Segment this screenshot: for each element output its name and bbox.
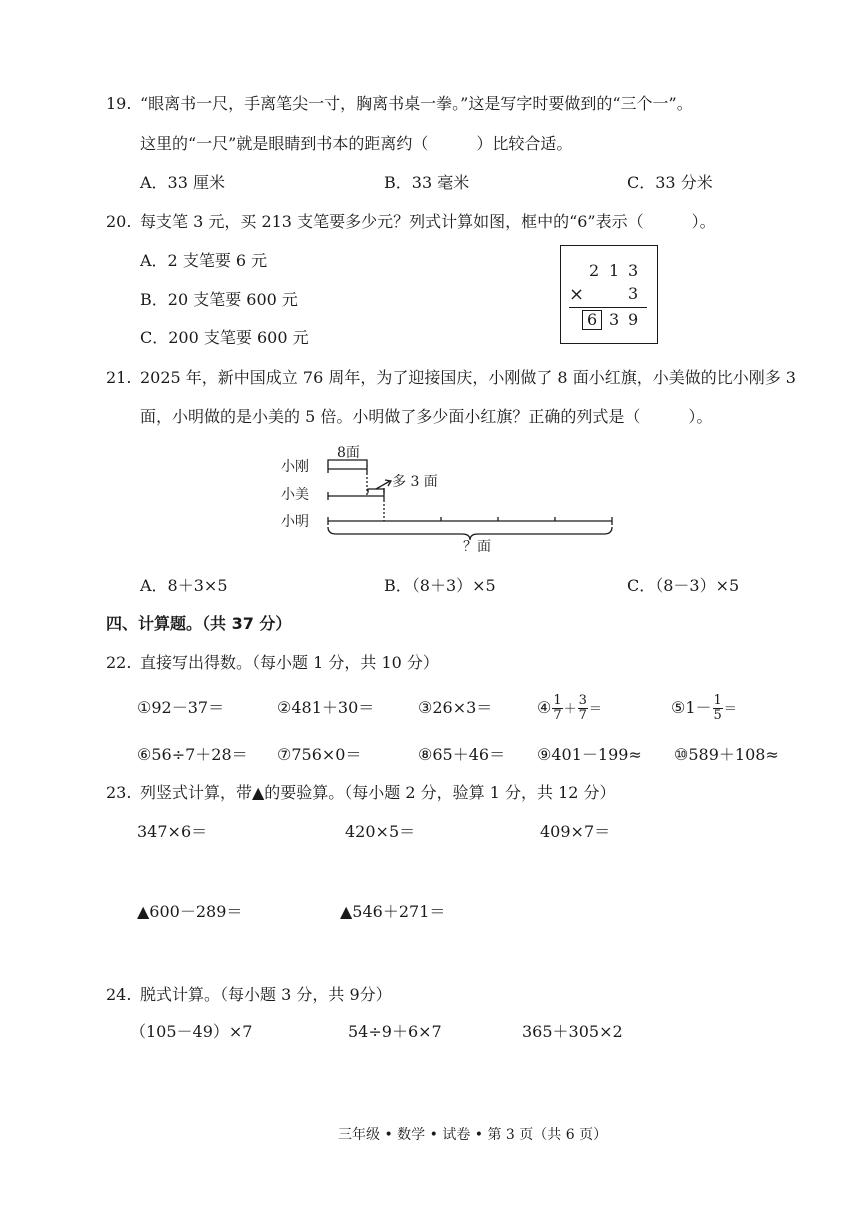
q24-expr-2: 54÷9＋6×7 xyxy=(348,1022,442,1041)
q23-expr-4: ▲600－289＝ xyxy=(137,902,243,921)
q19-option-b: B．33 毫米 xyxy=(384,173,470,192)
q22-item-8: ⑧65＋46＝ xyxy=(418,745,506,764)
brace-top xyxy=(328,460,367,466)
q20-option-a: A．2 支笔要 6 元 xyxy=(140,251,268,270)
q21-number: 21. xyxy=(106,368,132,387)
fraction xyxy=(713,694,723,722)
q22-item-4-prefix: ④ xyxy=(537,698,552,717)
q22-item-5-prefix: ⑤1－ xyxy=(671,698,712,717)
equals-sign: ＝ xyxy=(723,702,737,717)
q22-item-6: ⑥56÷7＋28＝ xyxy=(137,745,248,764)
q22-item-7: ⑦756×0＝ xyxy=(277,745,362,764)
q20-number: 20. xyxy=(106,212,132,231)
q24-number: 24. xyxy=(106,985,132,1004)
label-xiaoming: 小明 xyxy=(281,514,309,530)
calc-digit-highlighted: 6 xyxy=(587,310,598,329)
q19-number: 19. xyxy=(106,94,132,113)
q22-item-10: ⑩589＋108≈ xyxy=(674,745,779,764)
q23-text: 列竖式计算，带▲的要验算。（每小题 2 分，验算 1 分，共 12 分） xyxy=(140,783,616,802)
diagram-lines xyxy=(0,0,868,600)
calc-digit: 3 xyxy=(628,261,639,280)
plus-sign: ＋ xyxy=(563,702,577,717)
q19-option-c: C．33 分米 xyxy=(627,173,713,192)
fraction-denominator: 7 xyxy=(578,708,587,723)
q24-text: 脱式计算。（每小题 3 分，共 9分） xyxy=(140,985,392,1004)
label-question-flags: ？面 xyxy=(463,539,491,555)
fraction-numerator: 3 xyxy=(578,693,587,709)
calc-digit: 9 xyxy=(628,310,639,329)
q19-line1: “眼离书一尺，手离笔尖一寸，胸离书桌一拳。”这是写字时要做到的“三个一”。 xyxy=(140,94,693,113)
q22-text: 直接写出得数。（每小题 1 分，共 10 分） xyxy=(140,653,439,672)
q21-line2: 面，小明做的是小美的 5 倍。小明做了多少面小红旗？正确的列式是（ ）。 xyxy=(140,407,713,426)
q24-expr-3: 365＋305×2 xyxy=(522,1022,623,1041)
q19-option-a: A．33 厘米 xyxy=(140,173,226,192)
label-xiaogang: 小刚 xyxy=(281,459,309,475)
q22-item-9: ⑨401－199≈ xyxy=(537,745,642,764)
q23-expr-2: 420×5＝ xyxy=(345,822,416,841)
page-footer: 三年级 • 数学 • 试卷 • 第 3 页（共 6 页） xyxy=(338,1127,608,1143)
q21-option-c: C．（8－3）×5 xyxy=(627,576,740,595)
q23-expr-1: 347×6＝ xyxy=(137,822,208,841)
q20-option-c: C．200 支笔要 600 元 xyxy=(140,328,309,347)
times-sign: × xyxy=(569,284,585,305)
q22-item-1: ①92－37＝ xyxy=(137,698,225,717)
q20-text: 每支笔 3 元，买 213 支笔要多少元？列式计算如图，框中的“6”表示（ ）。 xyxy=(140,212,716,231)
equals-sign: ＝ xyxy=(588,702,602,717)
calc-digit: 2 xyxy=(589,261,600,280)
q22-item-4 xyxy=(537,689,602,729)
calc-digit: 3 xyxy=(628,284,639,303)
q22-item-3: ③26×3＝ xyxy=(418,698,493,717)
fraction-denominator: 7 xyxy=(553,708,562,723)
q21-option-a: A．8＋3×5 xyxy=(140,576,228,595)
q24-expr-1: （105－49）×7 xyxy=(130,1022,253,1041)
q21-option-b: B．（8＋3）×5 xyxy=(384,576,496,595)
fraction-denominator: 5 xyxy=(713,708,722,723)
fraction xyxy=(578,694,588,722)
calc-digit: 1 xyxy=(609,261,620,280)
label-8-flags: 8面 xyxy=(337,445,360,461)
label-3-more: 多 3 面 xyxy=(392,474,438,490)
q19-line2: 这里的“一尺”就是眼睛到书本的距离约（ ）比较合适。 xyxy=(140,134,573,153)
q21-line1: 2025 年，新中国成立 76 周年，为了迎接国庆，小刚做了 8 面小红旗，小美做的比小刚多 3 xyxy=(140,368,796,387)
calc-digit: 3 xyxy=(609,310,620,329)
q22-number: 22. xyxy=(106,653,132,672)
q20-option-b: B．20 支笔要 600 元 xyxy=(140,290,298,309)
q23-expr-5: ▲546＋271＝ xyxy=(340,902,446,921)
q23-number: 23. xyxy=(106,783,132,802)
q23-expr-3: 409×7＝ xyxy=(540,822,611,841)
fraction-numerator: 1 xyxy=(553,693,562,709)
fraction-numerator: 1 xyxy=(713,693,722,709)
label-xiaomei: 小美 xyxy=(281,487,309,503)
q22-item-5 xyxy=(671,689,737,729)
fraction xyxy=(552,694,562,722)
section-title: 四、计算题。（共 37 分） xyxy=(106,614,292,633)
q22-item-2: ②481＋30＝ xyxy=(277,698,375,717)
